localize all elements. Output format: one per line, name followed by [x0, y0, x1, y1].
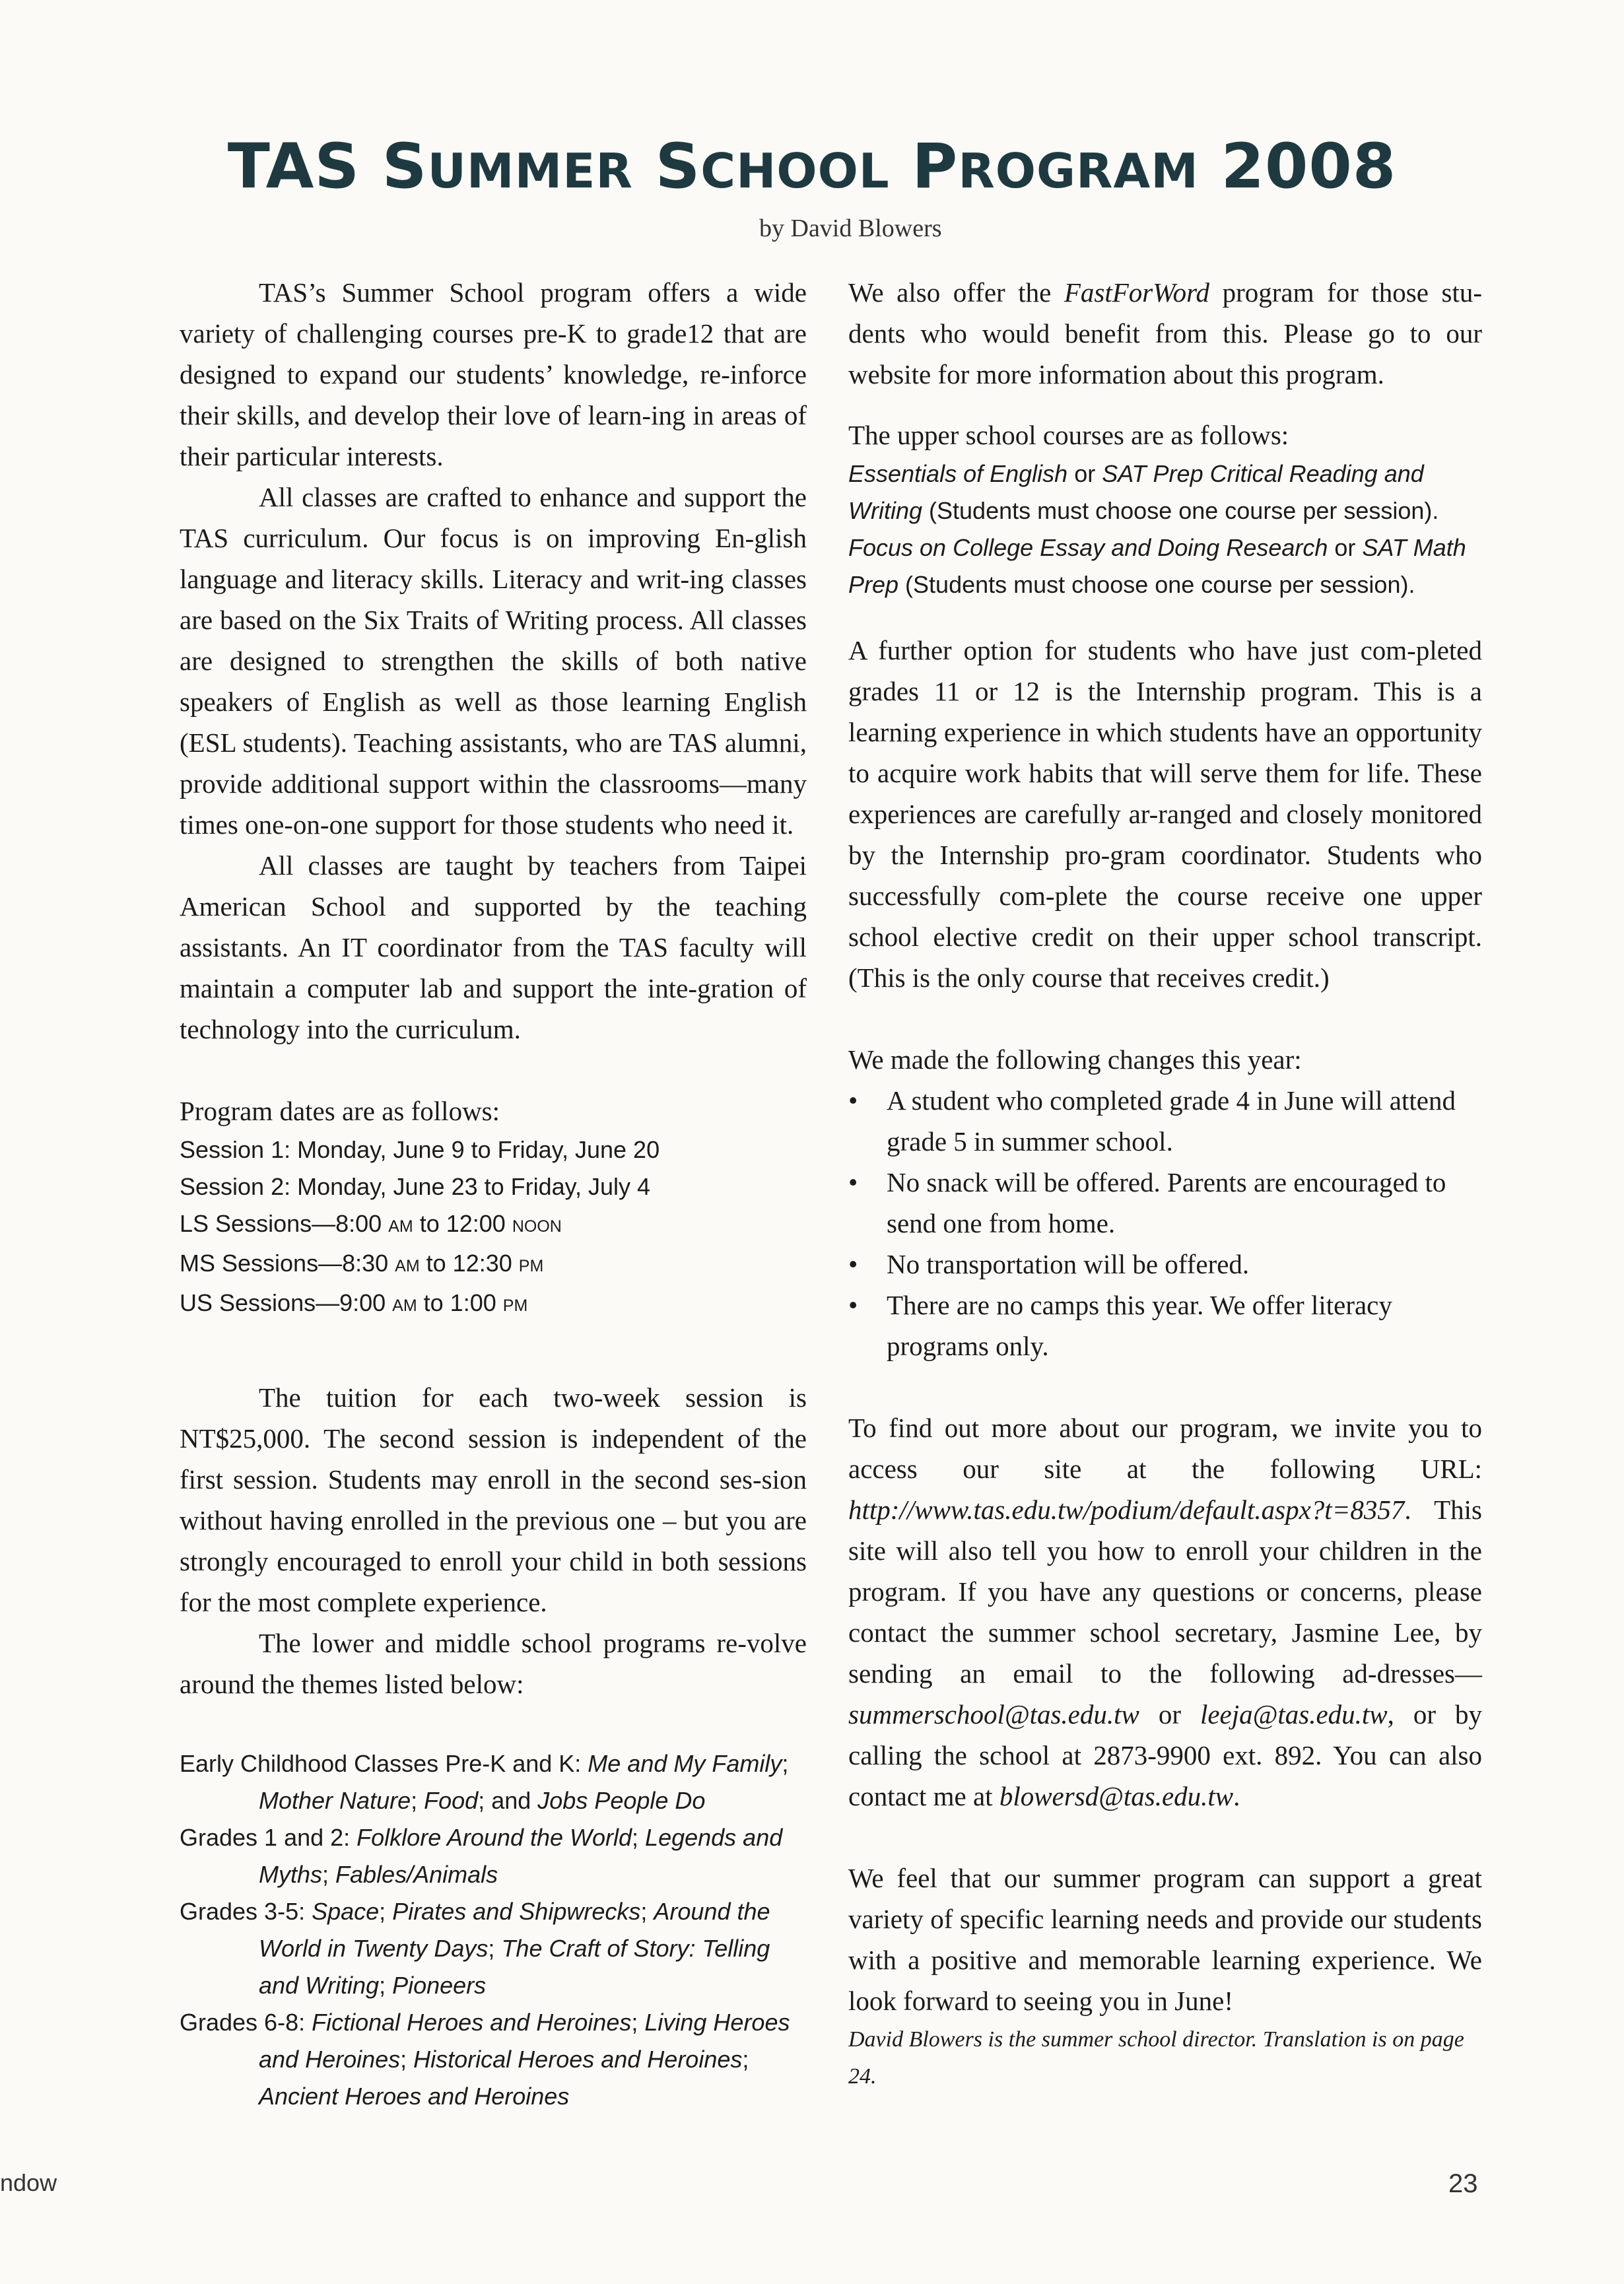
- fastforword-paragraph: We also offer the FastForWord program for those stu-dents who would benefit from this. Please go to our website for more information about this program.: [848, 277, 1482, 389]
- title-part: 2008: [1198, 131, 1397, 203]
- intro-paragraph: TAS’s Summer School program offers a wide variety of challenging courses pre-K to grade12 that are designed to expand our students’ knowledge, re-inforce their skills, and develop their love of learn-ing in areas of their particular interests.: [180, 277, 807, 471]
- email-link-summerschool[interactable]: summerschool@tas.edu.tw: [848, 1699, 1139, 1730]
- session-1: Session 1: Monday, June 9 to Friday, June 20: [180, 1136, 660, 1163]
- internship-paragraph: A further option for students who have just com-pleted grades 11 or 12 is the Internship program. This is a learning experience in which students have an opportunity to acquire work habits that will serve them for life. These experiences are carefully ar-ranged and closely monitored by the Internship pro-gram coordinator. Students who successfully com-plete the course receive one upper school elective credit on their upper school transcript. (This is the only course that receives credit.): [848, 635, 1482, 993]
- page-number: 23: [1448, 2169, 1478, 2198]
- list-item: • No transportation will be offered.: [848, 1249, 1250, 1279]
- program-dates: [180, 1131, 807, 1324]
- course-option-1: Essentials of English or SAT Prep Critical Reading and Writing (Students must choose one course per session).: [848, 460, 1439, 524]
- upper-school-heading: The upper school courses are as follows:: [848, 420, 1289, 450]
- title-part: ROGRAM: [958, 143, 1199, 199]
- author-note: David Blowers is the summer school director. Translation is on page 24.: [848, 2027, 1464, 2089]
- us-sessions: US Sessions—9:00 AM to 1:00 PM: [180, 1289, 528, 1316]
- footer-running-text: ndow: [0, 2169, 57, 2196]
- tuition-paragraph: The tuition for each two-week session is NT$25,000. The second session is independent of the first session. Students may enroll in the second ses-sion without having enrolled in the previous one – but you are strongly encouraged to enroll your child in both sessions for the most complete experience.: [180, 1382, 807, 1617]
- left-column: [180, 272, 807, 2115]
- title-part: S: [632, 131, 701, 203]
- title-part: CHOOL: [700, 143, 890, 199]
- title-part: TAS S: [227, 131, 428, 203]
- theme-grades-3-5: Grades 3-5: Space; Pirates and Shipwrecks; Around the World in Twenty Days; The Craft of Story: Telling and Writing; Pioneers: [180, 1898, 770, 1999]
- byline: by David Blowers: [759, 215, 942, 242]
- ls-sessions: LS Sessions—8:00 AM to 12:00 NOON: [180, 1210, 562, 1237]
- changes-list: [848, 1080, 1482, 1366]
- list-item: • No snack will be offered. Parents are encouraged to send one from home.: [848, 1167, 1446, 1238]
- closing-paragraph: We feel that our summer program can support a great variety of specific learning needs and provide our students with a positive and memorable learning experience. We look forward to seeing you in June!: [848, 1863, 1482, 2016]
- theme-grades-6-8: Grades 6-8: Fictional Heroes and Heroines; Living Heroes and Heroines; Historical Heroes and Heroines; Ancient Heroes and Heroines: [180, 2009, 790, 2110]
- email-link-leeja[interactable]: leeja@tas.edu.tw: [1200, 1699, 1388, 1730]
- title-part: P: [889, 131, 959, 203]
- session-2: Session 2: Monday, June 23 to Friday, July 4: [180, 1173, 651, 1200]
- changes-heading: We made the following changes this year:: [848, 1044, 1302, 1075]
- theme-early-childhood: Early Childhood Classes Pre-K and K: Me and My Family; Mother Nature; Food; and Jobs People Do: [180, 1750, 789, 1814]
- themes-intro: The lower and middle school programs re-volve around the themes listed below:: [180, 1628, 807, 1699]
- title-part: UMMER: [427, 143, 633, 199]
- page-title: [0, 131, 1624, 203]
- curriculum-paragraph: All classes are crafted to enhance and support the TAS curriculum. Our focus is on improving En-glish language and literacy skills. Literacy and writ-ing classes are based on the Six Traits of Writing process. All classes are designed to strengthen the skills of both native speakers of English as well as those learning English (ESL students). Teaching assistants, who are TAS alumni, provide additional support within the classrooms—many times one-on-one support for those students who need it.: [180, 482, 807, 840]
- upper-school-courses: [848, 455, 1482, 603]
- dates-heading: Program dates are as follows:: [180, 1096, 500, 1126]
- teachers-paragraph: All classes are taught by teachers from Taipei American School and supported by the teaching assistants. An IT coordinator from the TAS faculty will maintain a computer lab and support the inte-gration of technology into the curriculum.: [180, 850, 807, 1044]
- email-link-blowersd[interactable]: blowersd@tas.edu.tw: [999, 1781, 1234, 1811]
- contact-paragraph: To find out more about our program, we invite you to access our site at the following URL: http://www.tas.edu.tw/podium/default.aspx?t=8357. This site will also tell you how to enroll your children in the program. If you have any questions or concerns, please contact the summer school secretary, Jasmine Lee, by sending an email to the following ad-dresses— summerschool@tas.edu.tw or leeja@tas.edu.tw, or by calling the school at 2873-9900 ext. 892. You can also contact me at blowersd@tas.edu.tw.: [848, 1413, 1482, 1811]
- right-column: [848, 272, 1482, 2095]
- course-option-2: Focus on College Essay and Doing Research or SAT Math Prep (Students must choose one course per session).: [848, 534, 1466, 598]
- theme-grades-1-2: Grades 1 and 2: Folklore Around the World; Legends and Myths; Fables/Animals: [180, 1824, 783, 1888]
- ms-sessions: MS Sessions—8:30 AM to 12:30 PM: [180, 1250, 544, 1277]
- list-item: • There are no camps this year. We offer literacy programs only.: [848, 1290, 1392, 1361]
- list-item: • A student who completed grade 4 in June will attend grade 5 in summer school.: [848, 1085, 1456, 1157]
- program-url-link[interactable]: http://www.tas.edu.tw/podium/default.aspx?t=8357: [848, 1495, 1405, 1525]
